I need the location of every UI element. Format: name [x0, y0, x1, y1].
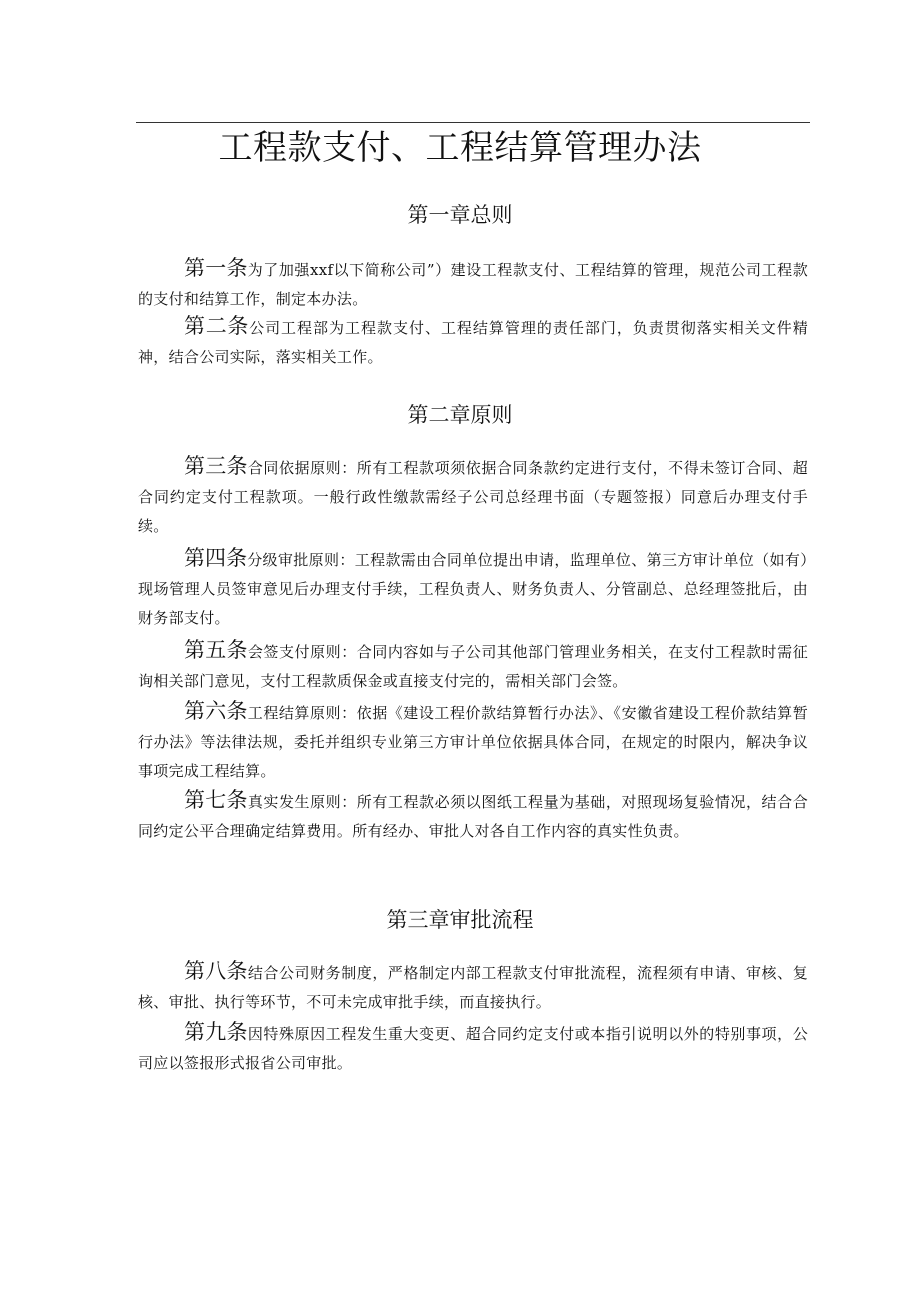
article-text: 分级审批原则：工程款需由合同单位提出申请，监理单位、第三方审计单位（如有）现场管理人员签审意见后办理支付手续，工程负责人、财务负责人、分管副总、总经理签批后，由财务部支付。 — [138, 551, 808, 627]
article — [138, 254, 808, 314]
article-text: 会签支付原则：合同内容如与子公司其他部门管理业务相关，在支付工程款时需征询相关部门意见，支付工程款质保金或直接支付完的，需相关部门会签。 — [138, 643, 808, 690]
article-text: 公司工程部为工程款支付、工程结算管理的责任部门，负责贯彻落实相关文件精神，结合公司实际，落实相关工作。 — [138, 319, 808, 366]
article-number: 第一条 — [184, 256, 248, 280]
chapter-heading: 第一章总则 — [407, 203, 513, 227]
article-text: 因特殊原因工程发生重大变更、超合同约定支付或本指引说明以外的特别事项，公司应以签报形式报省公司审批。 — [138, 1025, 808, 1072]
article-number: 第八条 — [184, 959, 248, 983]
article-text: 为了加强xxf以下简称公司”）建设工程款支付、工程结算的管理，规范公司工程款的支付和结算工作，制定本办法。 — [138, 261, 808, 308]
article — [138, 957, 808, 1017]
document-title: 工程款支付、工程结算管理办法 — [218, 128, 702, 168]
article-number: 第四条 — [184, 546, 248, 570]
article-number: 第九条 — [184, 1020, 248, 1044]
article-number: 第七条 — [184, 788, 248, 812]
top-rule — [136, 122, 810, 123]
article-text: 真实发生原则：所有工程款必须以图纸工程量为基础，对照现场复验情况，结合合同约定公平合理确定结算费用。所有经办、审批人对各自工作内容的真实性负责。 — [138, 793, 808, 840]
article-text: 工程结算原则：依据《建设工程价款结算暂行办法》、《安徽省建设工程价款结算暂行办法》等法律法规，委托并组织专业第三方审计单位依据具体合同，在规定的时限内，解决争议事项完成工程结算。 — [138, 704, 808, 780]
chapter-heading: 第三章审批流程 — [386, 908, 534, 932]
article-text: 合同依据原则：所有工程款项须依据合同条款约定进行支付，不得未签订合同、超合同约定支付工程款项。一般行政性缴款需经子公司总经理书面（专题签报）同意后办理支付手续。 — [138, 459, 808, 535]
article-number: 第五条 — [184, 638, 248, 662]
article — [138, 636, 808, 696]
article — [138, 544, 808, 633]
article — [138, 452, 808, 541]
chapter-heading: 第二章原则 — [407, 403, 513, 427]
article-number: 第三条 — [184, 454, 248, 478]
article-text: 结合公司财务制度，严格制定内部工程款支付审批流程，流程须有申请、审核、复核、审批、执行等环节，不可未完成审批手续，而直接执行。 — [138, 964, 808, 1011]
article — [138, 697, 808, 786]
article — [138, 312, 808, 372]
article — [138, 1018, 808, 1078]
article-number: 第二条 — [184, 314, 250, 338]
article-number: 第六条 — [184, 699, 248, 723]
article — [138, 786, 808, 846]
